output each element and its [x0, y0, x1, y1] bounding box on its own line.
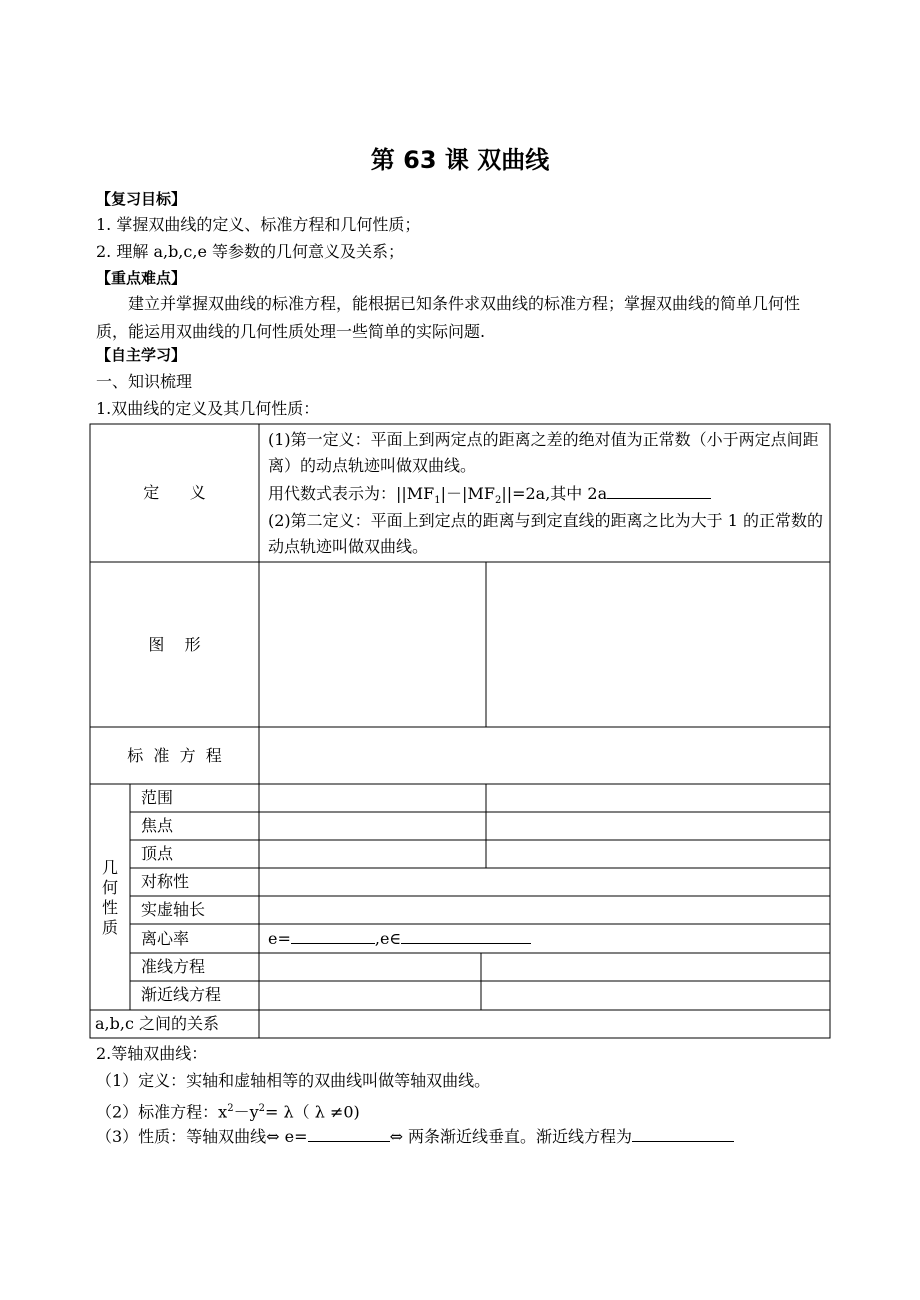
geometry-char-1: 几 — [101, 858, 118, 877]
item2-sup-1: 2 — [227, 1103, 234, 1114]
equation-label: 标 准 方 程 — [127, 746, 222, 765]
page-title: 第 63 课 双曲线 — [370, 146, 550, 174]
row-range-label: 范围 — [141, 788, 174, 807]
row-focus-label: 焦点 — [141, 816, 174, 835]
figure-label: 图 形 — [148, 635, 201, 654]
row-axes-label: 实虚轴长 — [141, 900, 206, 919]
key-points-header: 【重点难点】 — [96, 269, 187, 287]
review-goals-header: 【复习目标】 — [96, 190, 187, 208]
abc-relation-label: a,b,c 之间的关系 — [95, 1014, 220, 1033]
item1-header: 1.双曲线的定义及其几何性质： — [96, 399, 320, 418]
item2-sup-2: 2 — [258, 1103, 266, 1114]
item2-prefix: （2）标准方程：x — [96, 1102, 228, 1122]
key-points-text: 建立并掌握双曲线的标准方程，能根据已知条件求双曲线的标准方程；掌握双曲线的简单几何性质，能运用双曲线的几何性质处理一些简单的实际问题. — [96, 294, 801, 341]
item2-suffix: = λ（ λ ≠0) — [265, 1102, 360, 1122]
geometry-char-4: 质 — [101, 918, 118, 937]
item3-blank-2[interactable] — [632, 1127, 734, 1142]
row-asymptote-label: 渐近线方程 — [141, 985, 222, 1004]
goal-2: 2. 理解 a,b,c,e 等参数的几何意义及关系； — [96, 242, 404, 261]
geometry-label — [99, 858, 121, 938]
row-eccentricity-label: 离心率 — [141, 929, 190, 948]
algebra-mid: |－|MF — [440, 484, 495, 503]
section2-item-1: （1）定义：实轴和虚轴相等的双曲线叫做等轴双曲线。 — [96, 1071, 491, 1090]
section2-item-2 — [96, 1098, 360, 1123]
algebra-prefix: 用代数式表示为：||MF — [268, 484, 435, 503]
fill-blank[interactable] — [607, 484, 711, 499]
section2-header: 2.等轴双曲线： — [96, 1044, 208, 1063]
row-symmetry-label: 对称性 — [141, 872, 190, 891]
algebra-sub-1: 1 — [434, 495, 441, 507]
item2-mid: －y — [233, 1102, 259, 1122]
algebra-suffix: ||=2a,其中 2a — [501, 484, 608, 503]
definition-label: 定 义 — [143, 483, 206, 502]
algebra-sub-2: 2 — [494, 495, 502, 507]
item3-prefix: （3）性质：等轴双曲线⇔ e= — [96, 1127, 308, 1146]
row-directrix-label: 准线方程 — [141, 957, 206, 976]
goal-1: 1. 掌握双曲线的定义、标准方程和几何性质； — [96, 215, 421, 234]
ecc-mid: ,e∈ — [374, 929, 402, 948]
item3-mid: ⇔ 两条渐近线垂直。渐近线方程为 — [389, 1127, 633, 1146]
section2-item-3 — [96, 1126, 734, 1148]
geometry-char-3: 性 — [101, 898, 118, 917]
ecc-blank-1[interactable] — [291, 929, 375, 944]
eccentricity-formula — [268, 926, 531, 952]
ecc-blank-2[interactable] — [401, 929, 531, 944]
knowledge-header: 一、知识梳理 — [96, 372, 193, 391]
item3-blank-1[interactable] — [308, 1127, 390, 1142]
definition-2: (2)第二定义：平面上到定点的距离与到定直线的距离之比为大于 1 的正常数的动点轨迹叫做双曲线。 — [268, 511, 824, 556]
row-vertex-label: 顶点 — [141, 844, 174, 863]
geometry-char-2: 何 — [101, 878, 118, 897]
self-study-header: 【自主学习】 — [96, 346, 187, 364]
definition-1: (1)第一定义：平面上到两定点的距离之差的绝对值为正常数（小于两定点间距离）的动点轨迹叫做双曲线。 — [268, 430, 819, 475]
ecc-prefix: e= — [268, 929, 291, 948]
